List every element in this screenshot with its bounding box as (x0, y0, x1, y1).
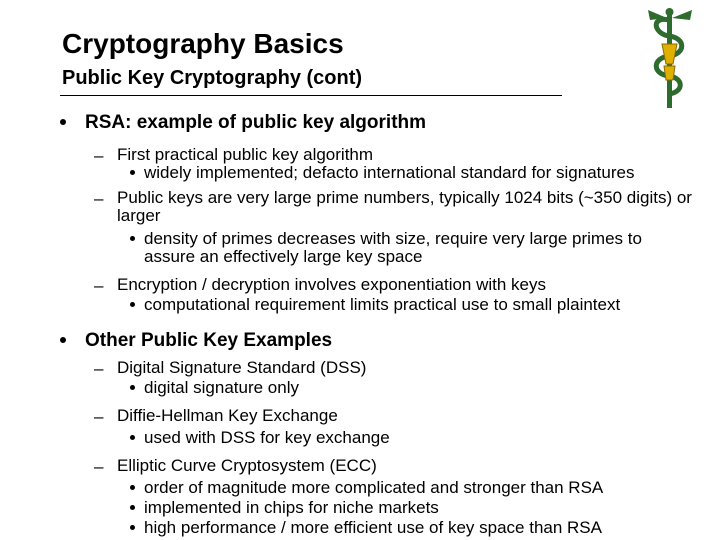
section-heading: RSA: example of public key algorithm (85, 112, 427, 133)
sub-list-item-text: density of primes decreases with size, require very large primes to assure an effectively large key space (144, 229, 642, 266)
bullet-icon (130, 525, 135, 530)
slide-title: Cryptography Basics (62, 28, 344, 59)
bullet-icon (130, 236, 135, 241)
sub-list-item-text: used with DSS for key exchange (144, 428, 390, 447)
sub-list-item-text: digital signature only (144, 378, 299, 397)
dash-icon: – (94, 276, 104, 295)
bullet-icon (130, 485, 135, 490)
list-item-text: Diffie-Hellman Key Exchange (117, 406, 338, 425)
dash-icon: – (94, 407, 104, 426)
list-item-text: Encryption / decryption involves exponentiation with keys (117, 275, 547, 294)
dash-icon: – (94, 457, 104, 476)
list-item-text: First practical public key algorithm (117, 145, 374, 164)
bullet-icon (130, 302, 135, 307)
list-item-text: Elliptic Curve Cryptosystem (ECC) (117, 456, 377, 475)
sub-list-item-text: implemented in chips for niche markets (144, 498, 439, 517)
bullet-icon (60, 119, 66, 125)
title-underline (60, 95, 562, 96)
bullet-icon (130, 435, 135, 440)
slide-subtitle: Public Key Cryptography (cont) (62, 67, 363, 89)
list-item-text: Public keys are very large prime numbers, typically 1024 bits (~350 digits) or larger (117, 188, 692, 225)
bullet-icon (130, 505, 135, 510)
dash-icon: – (94, 359, 104, 378)
caduceus-icon (640, 6, 700, 115)
dash-icon: – (94, 146, 104, 165)
sub-list-item-text: order of magnitude more complicated and stronger than RSA (144, 478, 604, 497)
section-heading: Other Public Key Examples (85, 330, 333, 351)
bullet-icon (130, 170, 135, 175)
sub-list-item-text: high performance / more efficient use of key space than RSA (144, 518, 602, 537)
list-item-text: Digital Signature Standard (DSS) (117, 358, 367, 377)
sub-list-item-text: computational requirement limits practical use to small plaintext (144, 295, 621, 314)
dash-icon: – (94, 189, 104, 208)
bullet-icon (130, 385, 135, 390)
sub-list-item-text: widely implemented; defacto international standard for signatures (144, 163, 635, 182)
bullet-icon (60, 337, 66, 343)
